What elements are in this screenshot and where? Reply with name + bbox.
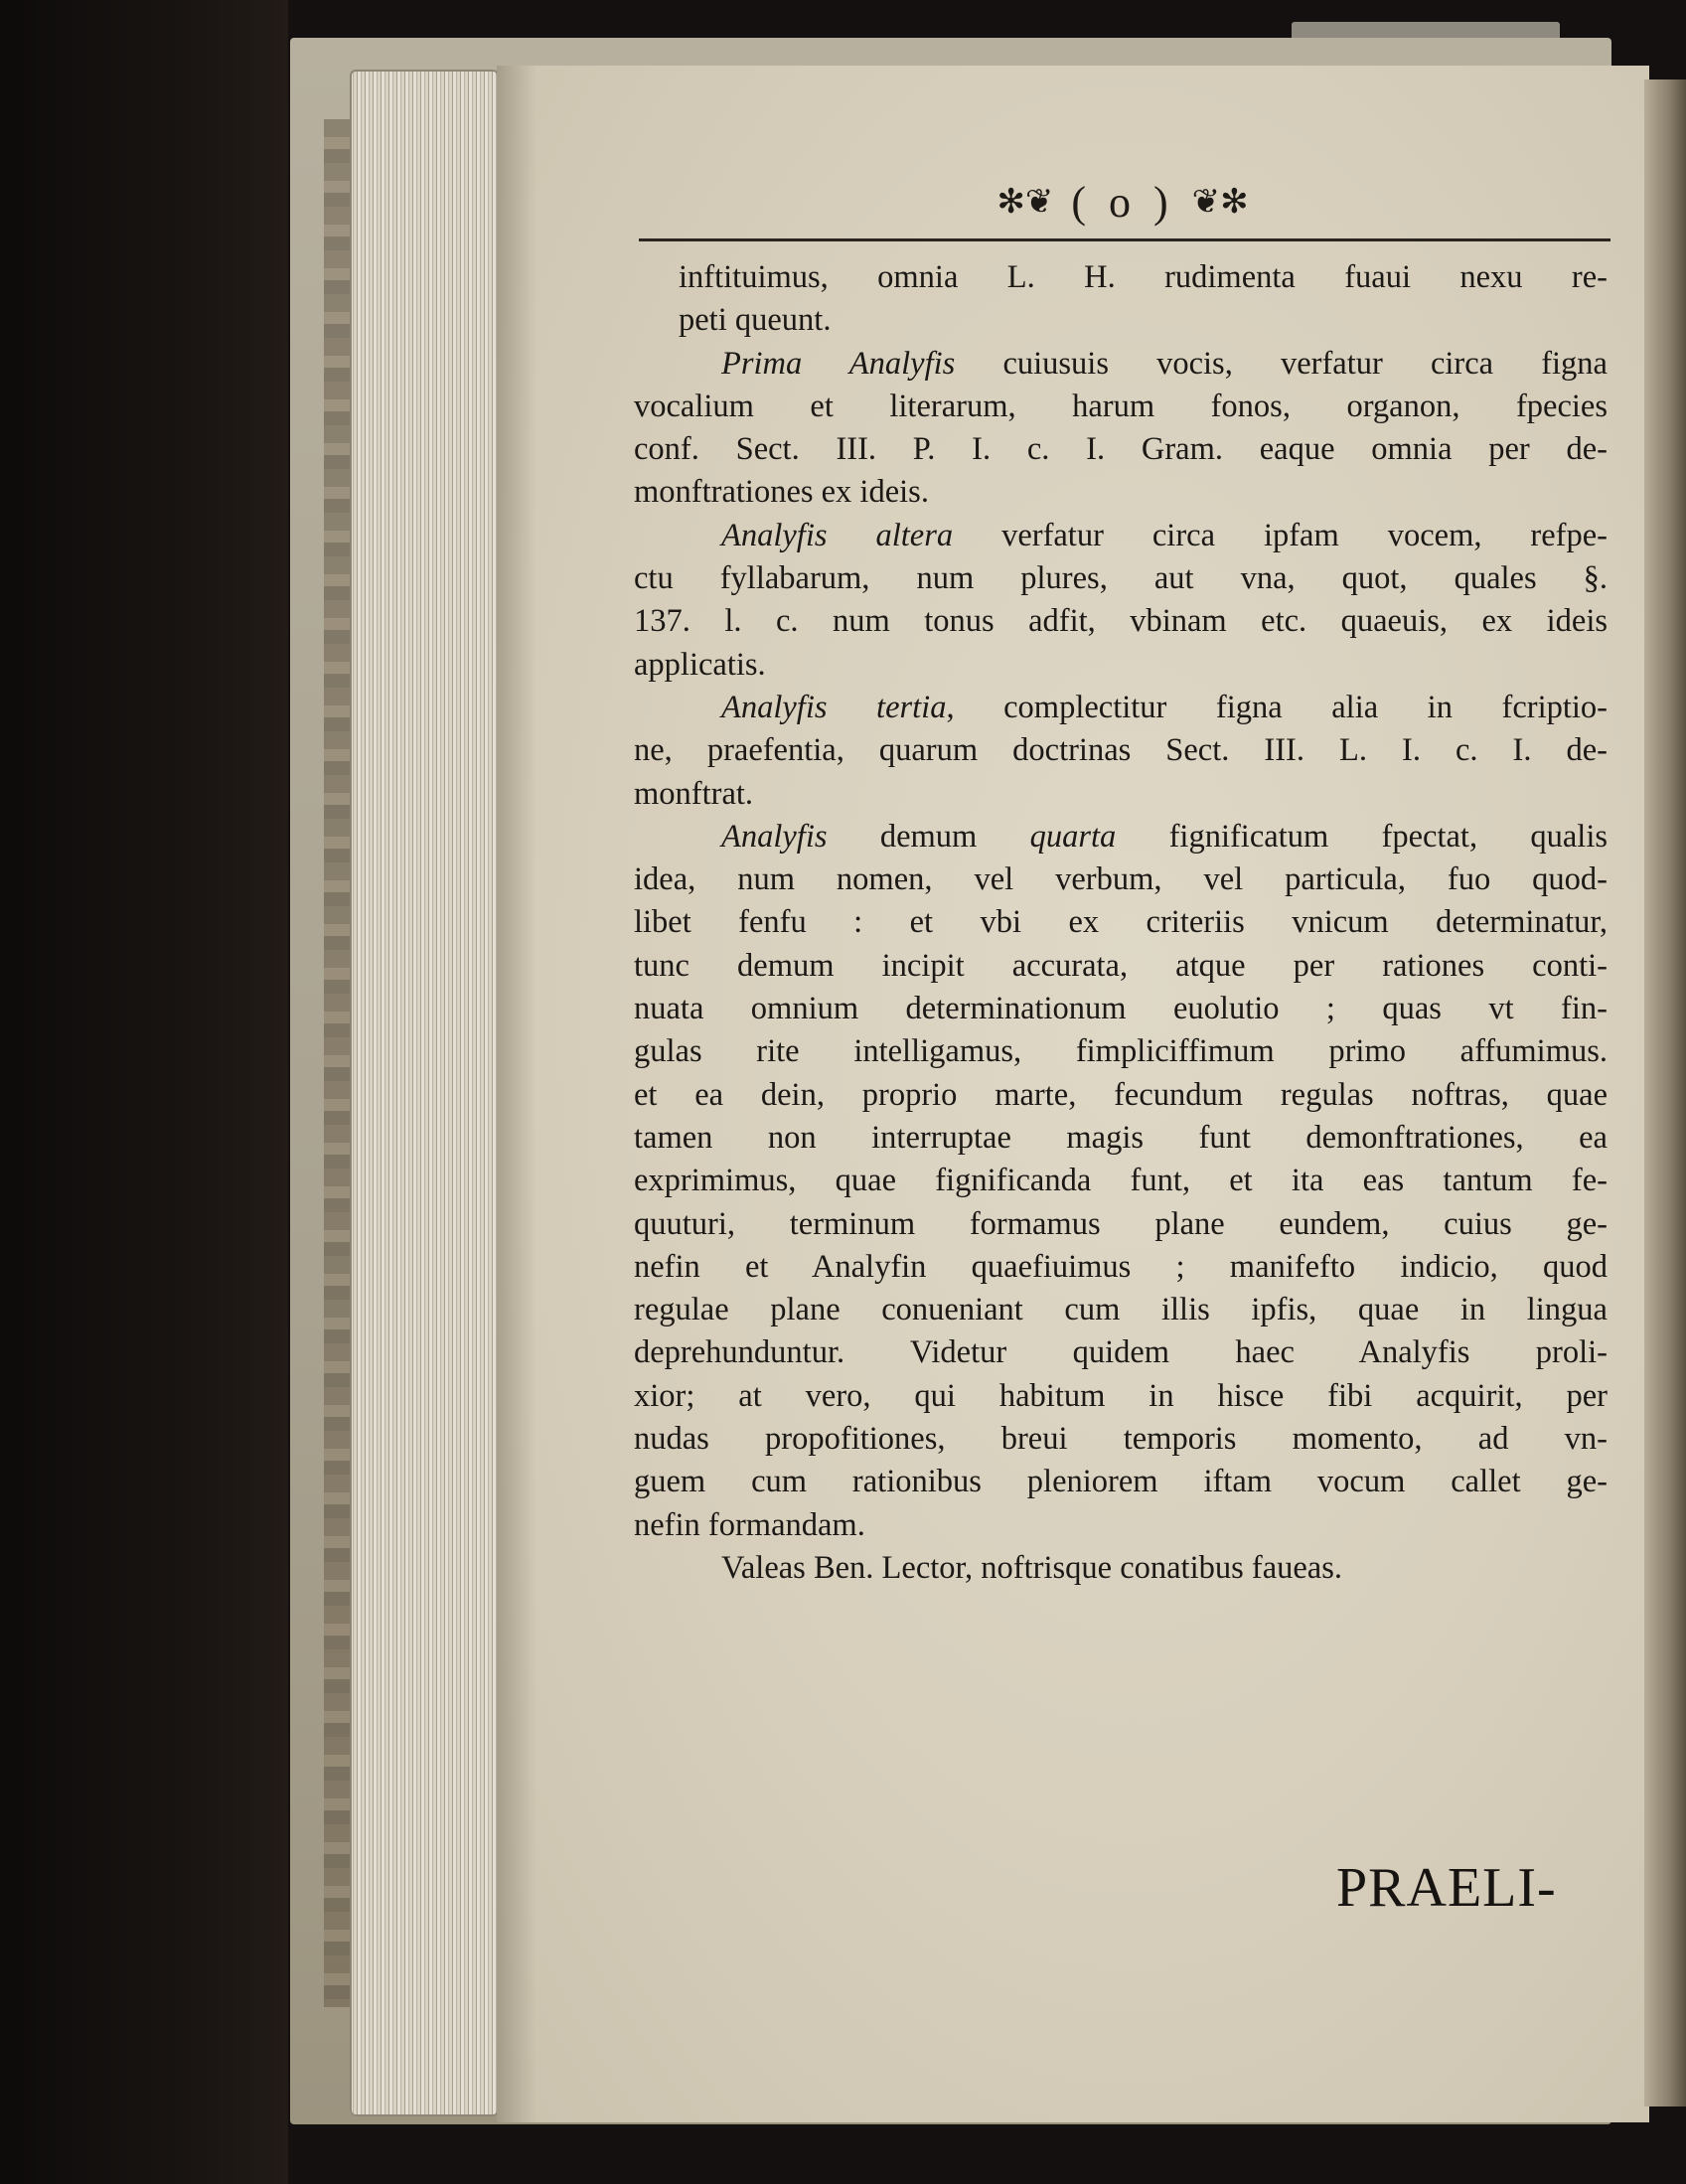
text-line: nefin formandam. (634, 1506, 865, 1543)
gutter-shadow (497, 66, 536, 2122)
italic-term: Analyfis (721, 818, 828, 855)
header-rule (639, 238, 1610, 241)
text-line: ctu fyllabarum, num plures, aut vna, quot, quales §. (634, 560, 1608, 597)
text-line: ne, praefentia, quarum doctrinas Sect. III. L. I. c. I. de- (634, 732, 1608, 769)
text-line: idea, num nomen, vel verbum, vel particula, fuo quod- (634, 861, 1608, 898)
text-line: libet fenfu : et vbi ex criteriis vnicum determinatur, (634, 904, 1608, 941)
text-line: peti queunt. (679, 302, 832, 339)
text-run: cuiusuis vocis, verfatur circa figna (955, 345, 1608, 382)
background-dark (0, 0, 288, 2184)
text-line: conf. Sect. III. P. I. c. I. Gram. eaque omnia per de- (634, 431, 1608, 468)
running-header (636, 177, 1609, 227)
text-line: quuturi, terminum formamus plane eundem, cuius ge- (634, 1205, 1608, 1242)
page-stack (350, 70, 499, 2116)
text-line: vocalium et literarum, harum fonos, organon, fpecies (634, 388, 1608, 424)
text-line: nudas propofitiones, breui temporis momento, ad vn- (634, 1421, 1608, 1458)
text-line: monftrationes ex ideis. (634, 474, 929, 511)
cover-edge (324, 119, 350, 2007)
text-line: deprehunduntur. Videtur quidem haec Analyfis proli- (634, 1334, 1608, 1371)
text-line: 137. l. c. num tonus adfit, vbinam etc. quaeuis, ex ideis (634, 603, 1608, 640)
text-line (634, 343, 1608, 386)
text-line: et ea dein, proprio marte, fecundum regulas noftras, quae (634, 1076, 1608, 1113)
text-line: monftrat. (634, 775, 754, 812)
text-line: nuata omnium determinationum euolutio ; quas vt fin- (634, 991, 1608, 1027)
italic-term: Prima Analyfis (721, 345, 956, 382)
italic-term: Analyfis altera (721, 517, 954, 553)
italic-term: Analyfis tertia (721, 689, 947, 725)
italic-term: quarta (1029, 818, 1117, 855)
text-line: xior; at vero, qui habitum in hisce fibi acquirit, per (634, 1377, 1608, 1414)
ornament-right-icon: ❦✻ (1191, 184, 1249, 221)
text-line (634, 515, 1608, 557)
text-run: verfatur circa ipfam vocem, refpe- (953, 517, 1608, 553)
text-line: guem cum rationibus pleniorem iftam vocum callet ge- (634, 1464, 1608, 1500)
text-line: regulae plane conueniant cum illis ipfis, quae in lingua (634, 1292, 1608, 1328)
text-run: demum (827, 818, 1030, 855)
text-line: tamen non interruptae magis funt demonftrationes, ea (634, 1119, 1608, 1156)
text-run: fignificatum fpectat, qualis (1116, 818, 1608, 855)
facing-page-edge (1644, 79, 1686, 2106)
catchword: PRAELI- (1336, 1857, 1557, 1919)
body-text (634, 256, 1608, 1590)
page-number: ( o ) (1071, 178, 1174, 227)
text-line: inftituimus, omnia L. H. rudimenta fuaui nexu re- (679, 259, 1608, 295)
text-line: applicatis. (634, 646, 766, 683)
text-line (634, 816, 1608, 858)
text-line: tunc demum incipit accurata, atque per rationes conti- (634, 947, 1608, 984)
closing-line: Valeas Ben. Lector, noftrisque conatibus faueas. (721, 1549, 1343, 1586)
text-run: , complectitur figna alia in fcriptio- (946, 689, 1608, 725)
ornament-left-icon: ✻❦ (996, 184, 1054, 221)
text-line: gulas rite intelligamus, fimpliciffimum primo affumimus. (634, 1033, 1608, 1070)
text-line: nefin et Analyfin quaefiuimus ; manifefto indicio, quod (634, 1248, 1608, 1285)
text-line (634, 687, 1608, 729)
text-line: exprimimus, quae fignificanda funt, et ita eas tantum fe- (634, 1163, 1608, 1199)
